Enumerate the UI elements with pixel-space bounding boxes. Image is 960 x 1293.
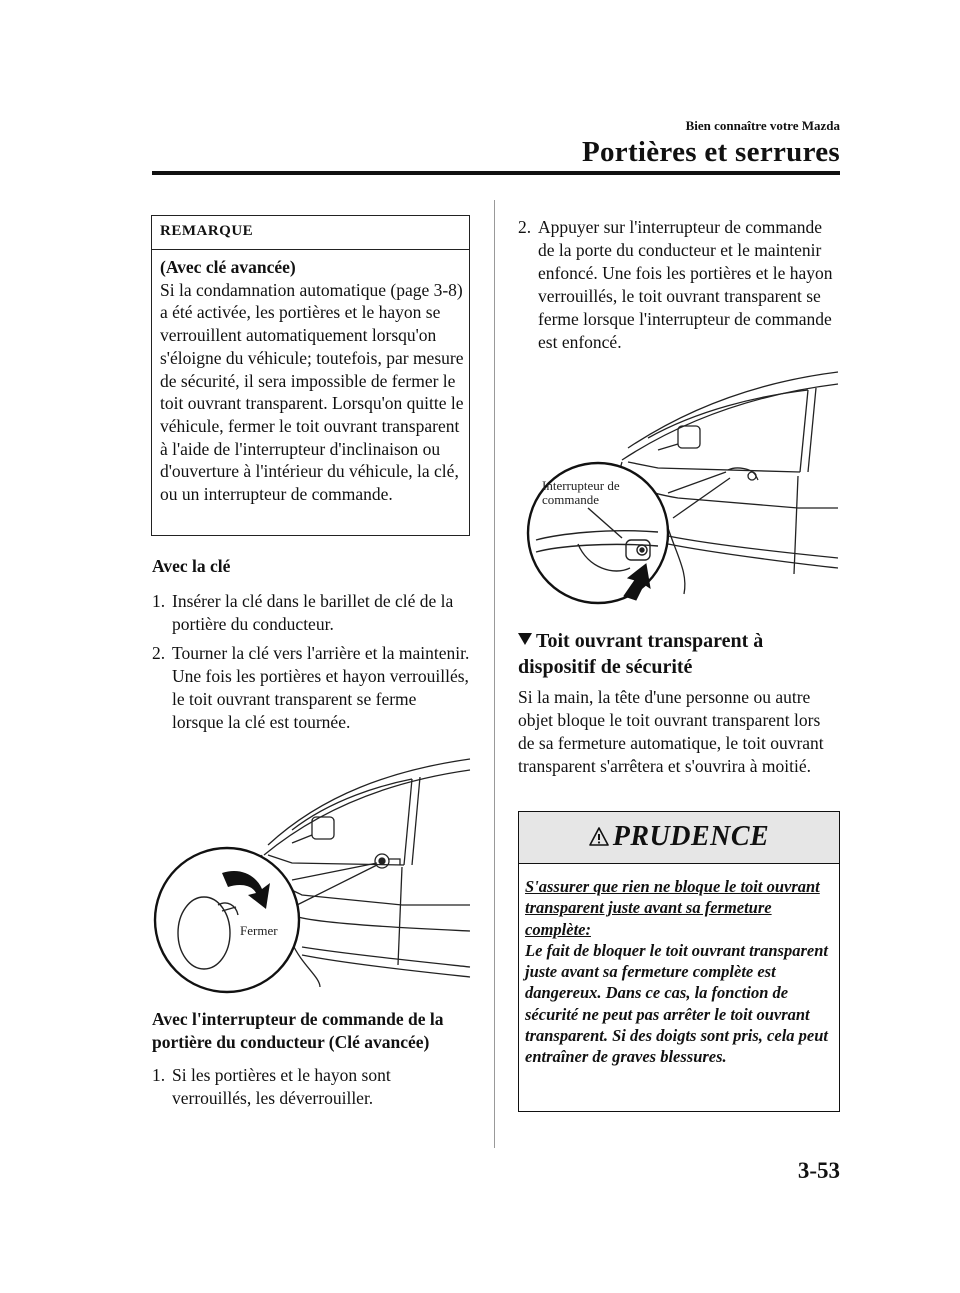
step-text: Insérer la clé dans le barillet de clé de la portière du conducteur. [172, 591, 454, 634]
safety-paragraph: Si la main, la tête d'une personne ou autre objet bloque le toit ouvrant transparent lors de sa fermeture automatique, le toit ouvrant transparent s'arrêtera et s'ouvrira à moitié. [518, 687, 824, 776]
column-divider [494, 200, 495, 1148]
step-text: Si les portières et le hayon sont verrouillés, les déverrouiller. [172, 1065, 391, 1108]
step-number: 2. [152, 643, 166, 663]
door-switch-illustration [518, 368, 840, 608]
note-box [151, 215, 470, 536]
warning-title: PRUDENCE [612, 821, 770, 852]
step-number: 2. [518, 217, 532, 237]
note-body [160, 256, 470, 506]
warning-box [518, 811, 840, 1112]
safety-heading-text: Toit ouvrant transparent à dispositif de sécurité [518, 630, 764, 678]
note-body-text: Si la condamnation automatique (page 3-8) a été activée, les portières et le hayon se verrouillent automatiquement lorsqu'on s'éloigne du véhicule; toutefois, par mesure de sécurité, il sera impossible de fermer le toit ouvrant transparent. Lorsqu'on quitte le véhicule, fermer le toit ouvrant transparent à l'aide de l'interrupteur d'inclinaison ou d'ouverture à l'intérieur du véhicule, la clé, ou un interrupteur de commande. [160, 279, 464, 505]
note-body-heading: (Avec clé avancée) [160, 257, 296, 277]
figure-label-switch-line2: commande [542, 492, 600, 507]
figure-label-switch-line1: Interrupteur de [542, 478, 620, 493]
figure-label-fermer: Fermer [240, 923, 278, 938]
safety-heading [518, 628, 840, 680]
step-text: Tourner la clé vers l'arrière et la maintenir. Une fois les portières et hayon verrouillés, le toit ouvrant transparent se ferme lorsque la clé est tournée. [172, 643, 470, 732]
warning-lead: S'assurer que rien ne bloque le toit ouvrant transparent juste avant sa fermeture complète: [525, 877, 820, 939]
switch-section-heading: Avec l'interrupteur de commande de la portière du conducteur (Clé avancée) [152, 1009, 444, 1052]
page-number: 3-53 [797, 1158, 840, 1183]
step-number: 1. [152, 1065, 166, 1085]
running-header-subtitle: Bien connaître votre Mazda [685, 118, 840, 133]
key-lock-illustration [152, 755, 472, 995]
header-rule [152, 171, 840, 175]
key-step-2 [152, 642, 472, 734]
warning-header [519, 812, 839, 864]
key-section-heading: Avec la clé [152, 556, 231, 576]
warning-triangle-icon [589, 827, 609, 847]
note-label: REMARQUE [152, 216, 469, 250]
warning-text: Le fait de bloquer le toit ouvrant transparent juste avant sa fermeture complète est dangereux. Dans ce cas, la fonction de sécurité ne peut pas arrêter le toit ouvrant transparent. Si des doigts sont pris, cela peut entraîner de graves blessures. [525, 940, 829, 1067]
switch-step-1 [152, 1064, 472, 1110]
key-step-1 [152, 590, 472, 636]
step-number: 1. [152, 591, 166, 611]
switch-step-2 [518, 216, 838, 354]
triangle-bullet-icon [518, 633, 532, 645]
step-text: Appuyer sur l'interrupteur de commande de la porte du conducteur et le maintenir enfoncé. Une fois les portières et le hayon verrouillés, le toit ouvrant transparent se ferme lorsque l'interrupteur de commande est enfoncé. [538, 217, 833, 352]
page-title: Portières et serrures [581, 136, 840, 168]
warning-body [525, 876, 835, 1068]
